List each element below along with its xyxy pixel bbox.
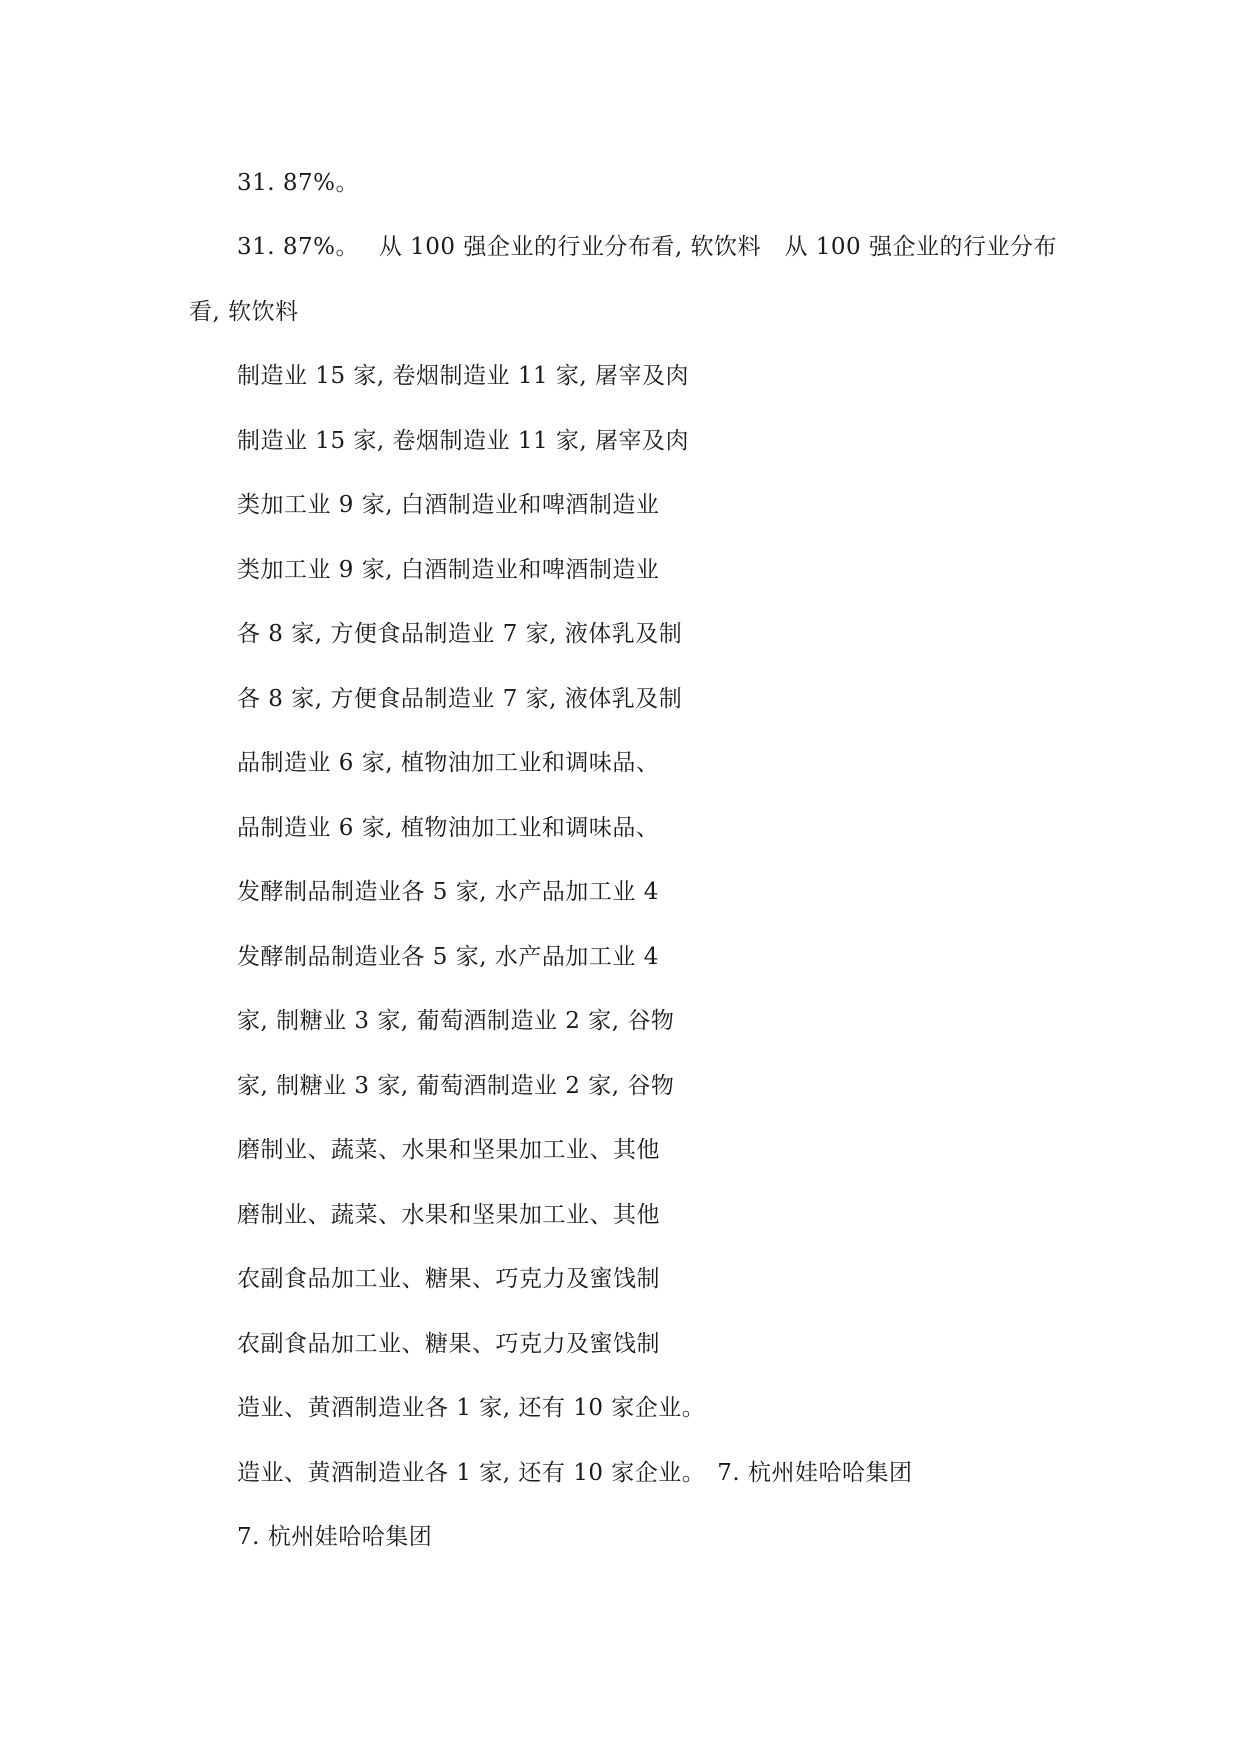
text-line: 7. 杭州娃哈哈集团 — [237, 1524, 433, 1550]
text-line: 品制造业 6 家, 植物油加工业和调味品、 — [237, 750, 660, 776]
text-line: 发酵制品制造业各 5 家, 水产品加工业 4 — [237, 879, 659, 905]
text-line: 制造业 15 家, 卷烟制造业 11 家, 屠宰及肉 — [237, 363, 690, 389]
text-line: 各 8 家, 方便食品制造业 7 家, 液体乳及制 — [237, 686, 683, 712]
text-line: 类加工业 9 家, 白酒制造业和啤酒制造业 — [237, 557, 660, 583]
text-line: 磨制业、蔬菜、水果和坚果加工业、其他 — [237, 1202, 660, 1228]
text-line: 31. 87%。 — [237, 170, 360, 196]
text-line: 造业、黄酒制造业各 1 家, 还有 10 家企业。 7. 杭州娃哈哈集团 — [237, 1460, 913, 1486]
text-line: 31. 87%。 从 100 强企业的行业分布看, 软饮料 从 100 强企业的行业分布 — [237, 234, 1057, 260]
text-line: 看, 软饮料 — [189, 299, 299, 325]
text-line: 农副食品加工业、糖果、巧克力及蜜饯制 — [237, 1266, 660, 1292]
text-line: 品制造业 6 家, 植物油加工业和调味品、 — [237, 815, 660, 841]
text-line: 磨制业、蔬菜、水果和坚果加工业、其他 — [237, 1137, 660, 1163]
text-line: 农副食品加工业、糖果、巧克力及蜜饯制 — [237, 1331, 660, 1357]
text-line: 制造业 15 家, 卷烟制造业 11 家, 屠宰及肉 — [237, 428, 690, 454]
text-line: 各 8 家, 方便食品制造业 7 家, 液体乳及制 — [237, 621, 683, 647]
text-line: 家, 制糖业 3 家, 葡萄酒制造业 2 家, 谷物 — [237, 1008, 675, 1034]
text-line: 发酵制品制造业各 5 家, 水产品加工业 4 — [237, 944, 659, 970]
text-line: 类加工业 9 家, 白酒制造业和啤酒制造业 — [237, 492, 660, 518]
text-line: 造业、黄酒制造业各 1 家, 还有 10 家企业。 — [237, 1395, 706, 1421]
text-line: 家, 制糖业 3 家, 葡萄酒制造业 2 家, 谷物 — [237, 1073, 675, 1099]
